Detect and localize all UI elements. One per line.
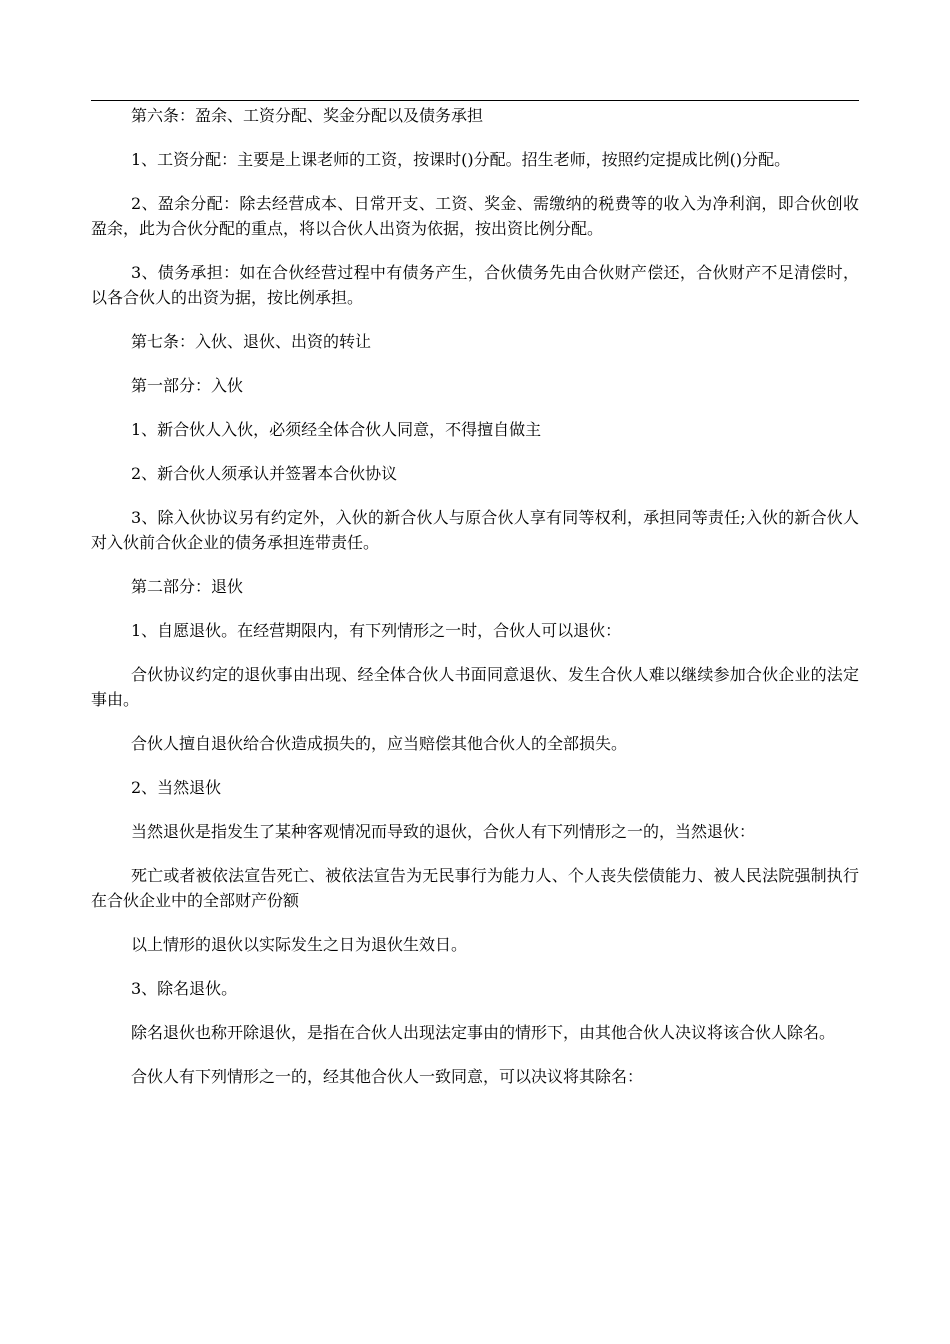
document-body (91, 103, 859, 1108)
unauthorized-withdrawal-paragraph: 合伙人擅自退伙给合伙造成损失的，应当赔偿其他合伙人的全部损失。 (131, 734, 628, 753)
part-1-heading: 第一部分：入伙 (131, 376, 244, 395)
debt-bearing-paragraph: 3、债务承担：如在合伙经营过程中有债务产生，合伙债务先由合伙财产偿还，合伙财产不足清偿时，以各合伙人的出资为据，按比例承担。 (91, 263, 859, 307)
article-7-heading: 第七条：入伙、退伙、出资的转让 (131, 332, 372, 351)
part-2-heading: 第二部分：退伙 (131, 577, 244, 596)
admission-item-3: 3、除入伙协议另有约定外，入伙的新合伙人与原合伙人享有同等权利，承担同等责任;入伙的新合伙人对入伙前合伙企业的债务承担连带责任。 (91, 508, 859, 552)
admission-item-2: 2、新合伙人须承认并签署本合伙协议 (131, 464, 398, 483)
expulsion-conditions-intro: 合伙人有下列情形之一的，经其他合伙人一致同意，可以决议将其除名： (131, 1067, 644, 1086)
header-rule (91, 100, 859, 101)
admission-item-1: 1、新合伙人入伙，必须经全体合伙人同意，不得擅自做主 (131, 420, 542, 439)
withdrawal-effective-date: 以上情形的退伙以实际发生之日为退伙生效日。 (131, 935, 468, 954)
voluntary-withdrawal-conditions: 合伙协议约定的退伙事由出现、经全体合伙人书面同意退伙、发生合伙人难以继续参加合伙企业的法定事由。 (91, 665, 859, 709)
voluntary-withdrawal-item: 1、自愿退伙。在经营期限内，有下列情形之一时，合伙人可以退伙： (131, 621, 622, 640)
expulsion-item: 3、除名退伙。 (131, 979, 238, 998)
surplus-distribution-paragraph: 2、盈余分配：除去经营成本、日常开支、工资、奖金、需缴纳的税费等的收入为净利润，即合伙创收盈余，此为合伙分配的重点，将以合伙人出资为依据，按出资比例分配。 (91, 194, 859, 238)
natural-withdrawal-definition: 当然退伙是指发生了某种客观情况而导致的退伙，合伙人有下列情形之一的，当然退伙： (131, 822, 756, 841)
salary-distribution-paragraph: 1、工资分配：主要是上课老师的工资，按课时()分配。招生老师，按照约定提成比例()分配。 (131, 150, 791, 169)
document-page (91, 0, 859, 1344)
natural-withdrawal-item: 2、当然退伙 (131, 778, 222, 797)
expulsion-definition: 除名退伙也称开除退伙，是指在合伙人出现法定事由的情形下，由其他合伙人决议将该合伙人除名。 (131, 1023, 836, 1042)
natural-withdrawal-conditions: 死亡或者被依法宣告死亡、被依法宣告为无民事行为能力人、个人丧失偿债能力、被人民法院强制执行在合伙企业中的全部财产份额 (91, 866, 859, 910)
article-6-heading: 第六条：盈余、工资分配、奖金分配以及债务承担 (131, 106, 484, 125)
